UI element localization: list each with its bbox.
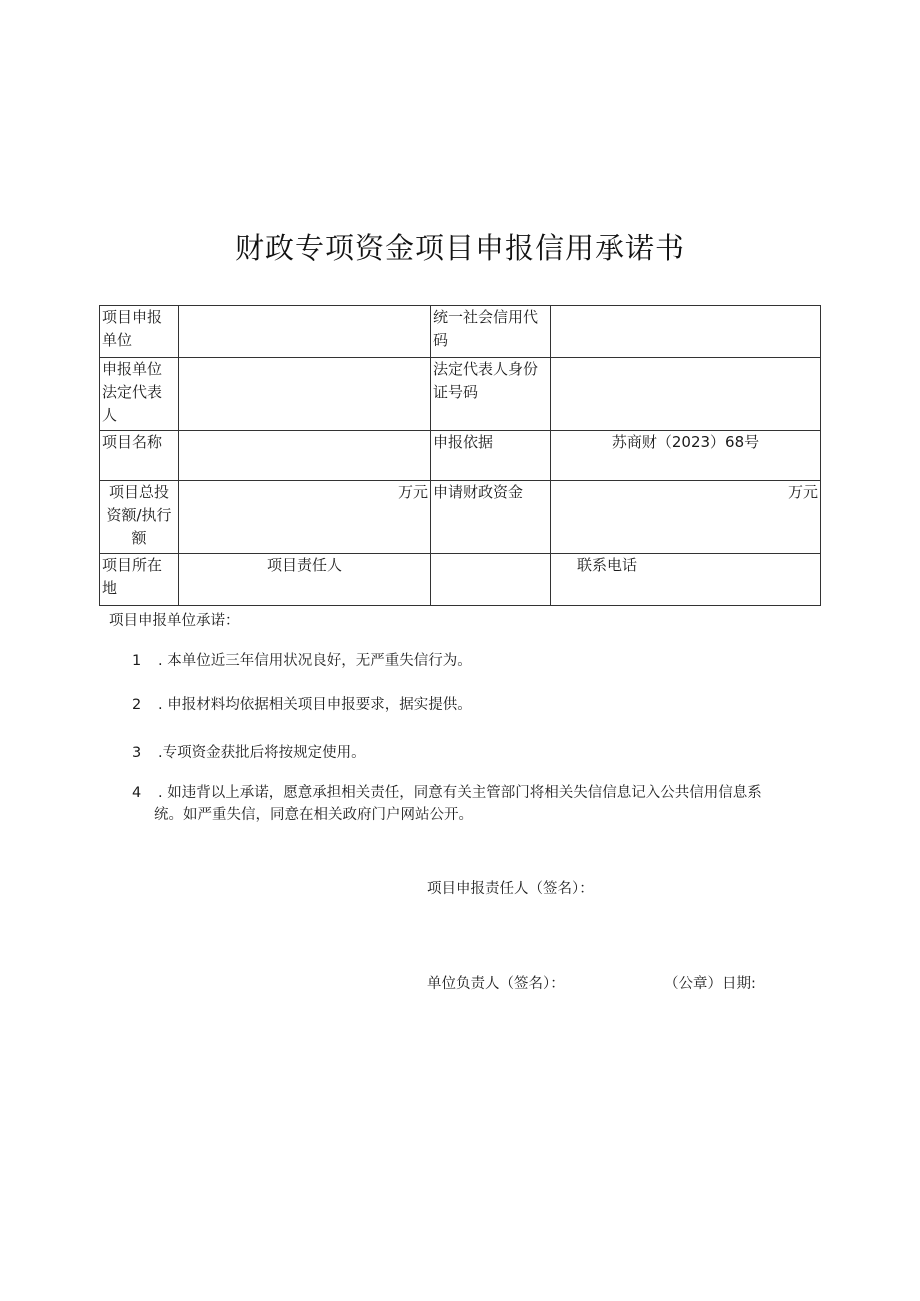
representative-id-value[interactable] <box>551 358 821 431</box>
document-title: 财政专项资金项目申报信用承诺书 <box>234 231 685 265</box>
label-project-owner: 项目责任人 <box>179 554 431 606</box>
fiscal-funds-unit[interactable]: 万元 <box>551 481 821 554</box>
label-basis: 申报依据 <box>431 431 551 481</box>
label-legal-representative: 申报单位法定代表人 <box>100 358 179 431</box>
pledge-text: . 申报材料均依据相关项目申报要求，据实提供。 <box>158 697 472 713</box>
pledge-item-3 <box>132 742 366 764</box>
table-row <box>100 481 821 554</box>
basis-value: 苏商财（2023）68号 <box>551 431 821 481</box>
pledge-number: 3 <box>132 745 142 761</box>
pledge-number: 2 <box>132 697 142 713</box>
pledge-text: . 本单位近三年信用状况良好，无严重失信行为。 <box>158 653 472 669</box>
label-representative-id: 法定代表人身份证号码 <box>431 358 551 431</box>
pledge-text: .专项资金获批后将按规定使用。 <box>158 745 366 761</box>
label-fiscal-funds: 申请财政资金 <box>431 481 551 554</box>
seal-date-label: （公章）日期: <box>664 976 756 992</box>
application-form-table <box>99 305 821 606</box>
label-project-name: 项目名称 <box>100 431 179 481</box>
pledge-item-4 <box>132 782 812 826</box>
total-investment-unit[interactable]: 万元 <box>179 481 431 554</box>
unit-head-signature-label: 单位负责人（签名）： <box>427 976 565 992</box>
label-credit-code: 统一社会信用代码 <box>431 306 551 358</box>
pledge-number: 4 <box>132 785 142 801</box>
legal-representative-value[interactable] <box>179 358 431 431</box>
table-row <box>100 554 821 606</box>
label-project-location: 项目所在地 <box>100 554 179 606</box>
project-owner-value[interactable] <box>431 554 551 606</box>
pledge-text-continued: 统。如严重失信，同意在相关政府门户网站公开。 <box>154 807 473 823</box>
pledge-text: . 如违背以上承诺，愿意承担相关责任，同意有关主管部门将相关失信信息记入公共信用信息系 <box>158 785 762 801</box>
pledge-item-2 <box>132 694 472 716</box>
applicant-unit-value[interactable] <box>179 306 431 358</box>
table-row <box>100 358 821 431</box>
label-contact-phone: 联系电话 <box>551 554 821 606</box>
label-total-investment: 项目总投资额/执行额 <box>100 481 179 554</box>
pledge-number: 1 <box>132 653 142 669</box>
table-row <box>100 306 821 358</box>
pledge-heading: 项目申报单位承诺： <box>109 613 240 629</box>
project-name-value[interactable] <box>179 431 431 481</box>
pledge-item-1 <box>132 650 472 672</box>
label-applicant-unit: 项目申报单位 <box>100 306 179 358</box>
responsible-signature-label: 项目申报责任人（签名）： <box>427 881 594 897</box>
credit-code-value[interactable] <box>551 306 821 358</box>
table-row <box>100 431 821 481</box>
